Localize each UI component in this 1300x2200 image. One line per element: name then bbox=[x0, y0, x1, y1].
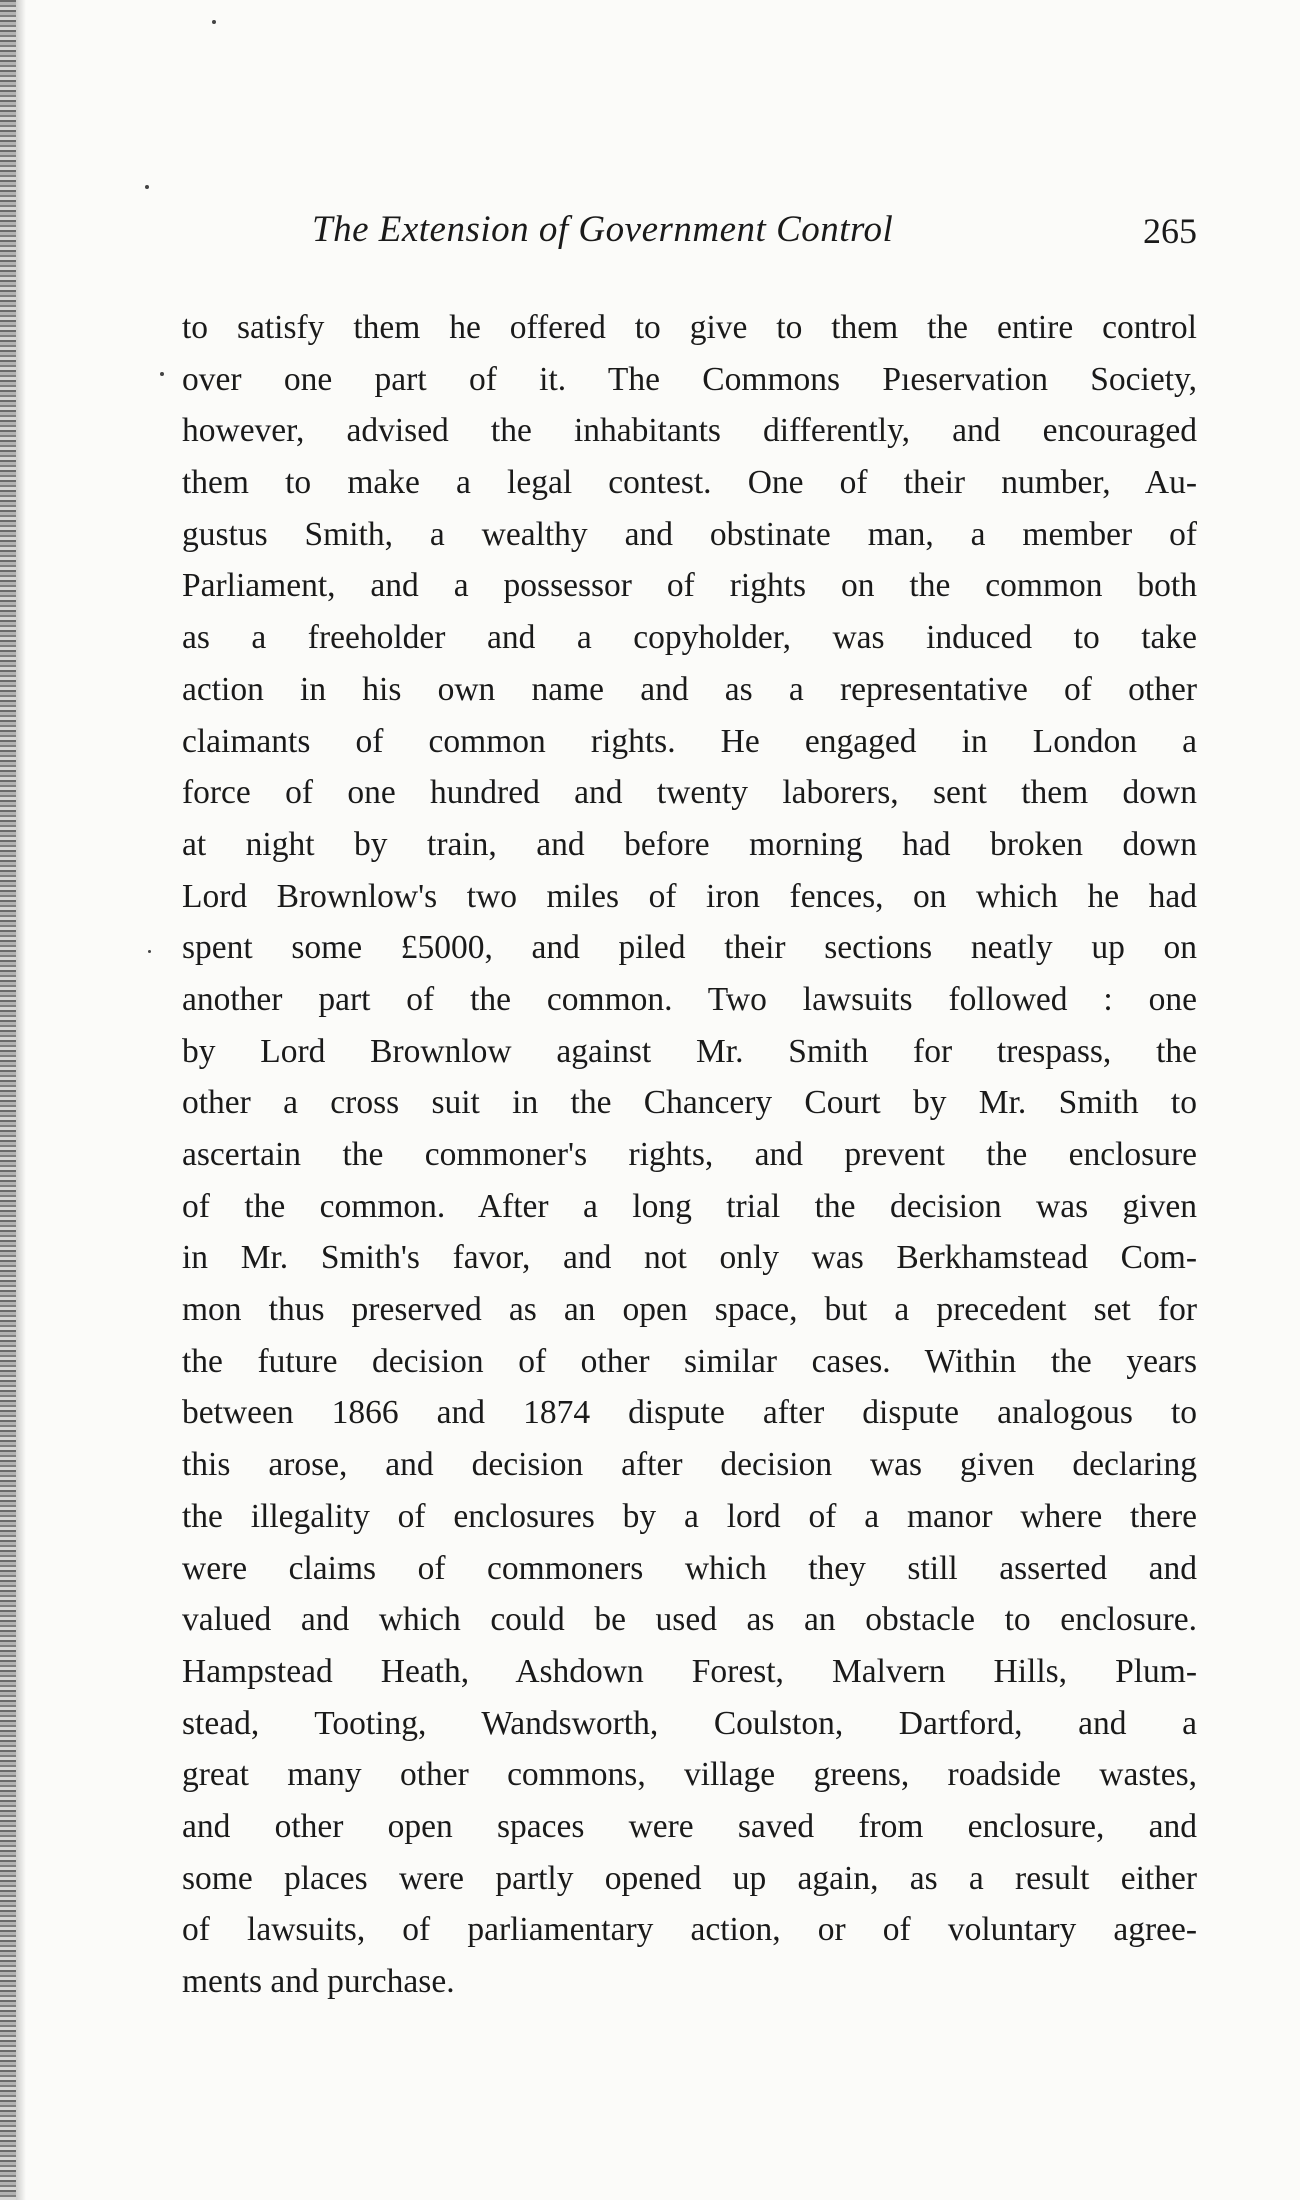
text-line-final: ments and purchase. bbox=[182, 1963, 455, 2000]
running-head bbox=[182, 208, 1197, 268]
text-line: great many other commons, village greens, roadside wastes, bbox=[182, 1756, 1197, 1794]
paper-speck bbox=[212, 20, 216, 24]
text-line: mon thus preserved as an open space, but a precedent set for bbox=[182, 1291, 1197, 1329]
text-line: as a freeholder and a copyholder, was induced to take bbox=[182, 619, 1197, 657]
text-line: gustus Smith, a wealthy and obstinate man, a member of bbox=[182, 515, 1197, 553]
text-line: Hampstead Heath, Ashdown Forest, Malvern Hills, Plum- bbox=[182, 1652, 1197, 1690]
page-spine-edge bbox=[0, 0, 16, 2200]
paper-speck bbox=[145, 185, 149, 189]
body-text bbox=[182, 302, 1197, 2008]
text-line: at night by train, and before morning had broken down bbox=[182, 825, 1197, 863]
text-line: another part of the common. Two lawsuits followed : one bbox=[182, 980, 1197, 1018]
text-line: spent some £5000, and piled their sections neatly up on bbox=[182, 929, 1197, 967]
text-line: of lawsuits, of parliamentary action, or of voluntary agree- bbox=[182, 1911, 1197, 1949]
text-line: and other open spaces were saved from enclosure, and bbox=[182, 1807, 1197, 1845]
text-line: action in his own name and as a representative of other bbox=[182, 670, 1197, 708]
text-line: this arose, and decision after decision was given declaring bbox=[182, 1446, 1197, 1484]
text-line: over one part of it. The Commons Pıeservation Society, bbox=[182, 360, 1197, 398]
text-line: to satisfy them he offered to give to them the entire control bbox=[182, 309, 1197, 346]
text-line: however, advised the inhabitants differently, and encouraged bbox=[182, 412, 1197, 450]
text-line: other a cross suit in the Chancery Court by Mr. Smith to bbox=[182, 1084, 1197, 1122]
text-line: Lord Brownlow's two miles of iron fences, on which he had bbox=[182, 877, 1197, 915]
text-line: claimants of common rights. He engaged in London a bbox=[182, 722, 1197, 760]
page-number: 265 bbox=[1143, 211, 1197, 251]
running-title: The Extension of Government Control bbox=[312, 209, 894, 250]
text-line: force of one hundred and twenty laborers, sent them down bbox=[182, 774, 1197, 812]
text-line: in Mr. Smith's favor, and not only was Berkhamstead Com- bbox=[182, 1239, 1197, 1277]
text-line: some places were partly opened up again, as a result either bbox=[182, 1859, 1197, 1897]
text-line: Parliament, and a possessor of rights on the common both bbox=[182, 567, 1197, 605]
text-line: stead, Tooting, Wandsworth, Coulston, Dartford, and a bbox=[182, 1704, 1197, 1742]
paper-speck bbox=[148, 950, 151, 953]
text-line: between 1866 and 1874 dispute after dispute analogous to bbox=[182, 1394, 1197, 1432]
text-line: of the common. After a long trial the decision was given bbox=[182, 1187, 1197, 1225]
text-line: valued and which could be used as an obstacle to enclosure. bbox=[182, 1601, 1197, 1639]
page-spine-shadow bbox=[16, 0, 26, 2200]
text-line: the future decision of other similar cases. Within the years bbox=[182, 1342, 1197, 1380]
paper-speck bbox=[160, 372, 164, 376]
text-line: were claims of commoners which they still asserted and bbox=[182, 1549, 1197, 1587]
text-line: by Lord Brownlow against Mr. Smith for trespass, the bbox=[182, 1032, 1197, 1070]
text-line: ascertain the commoner's rights, and prevent the enclosure bbox=[182, 1136, 1197, 1173]
text-line: the illegality of enclosures by a lord of a manor where there bbox=[182, 1497, 1197, 1535]
text-line: them to make a legal contest. One of their number, Au- bbox=[182, 464, 1197, 502]
